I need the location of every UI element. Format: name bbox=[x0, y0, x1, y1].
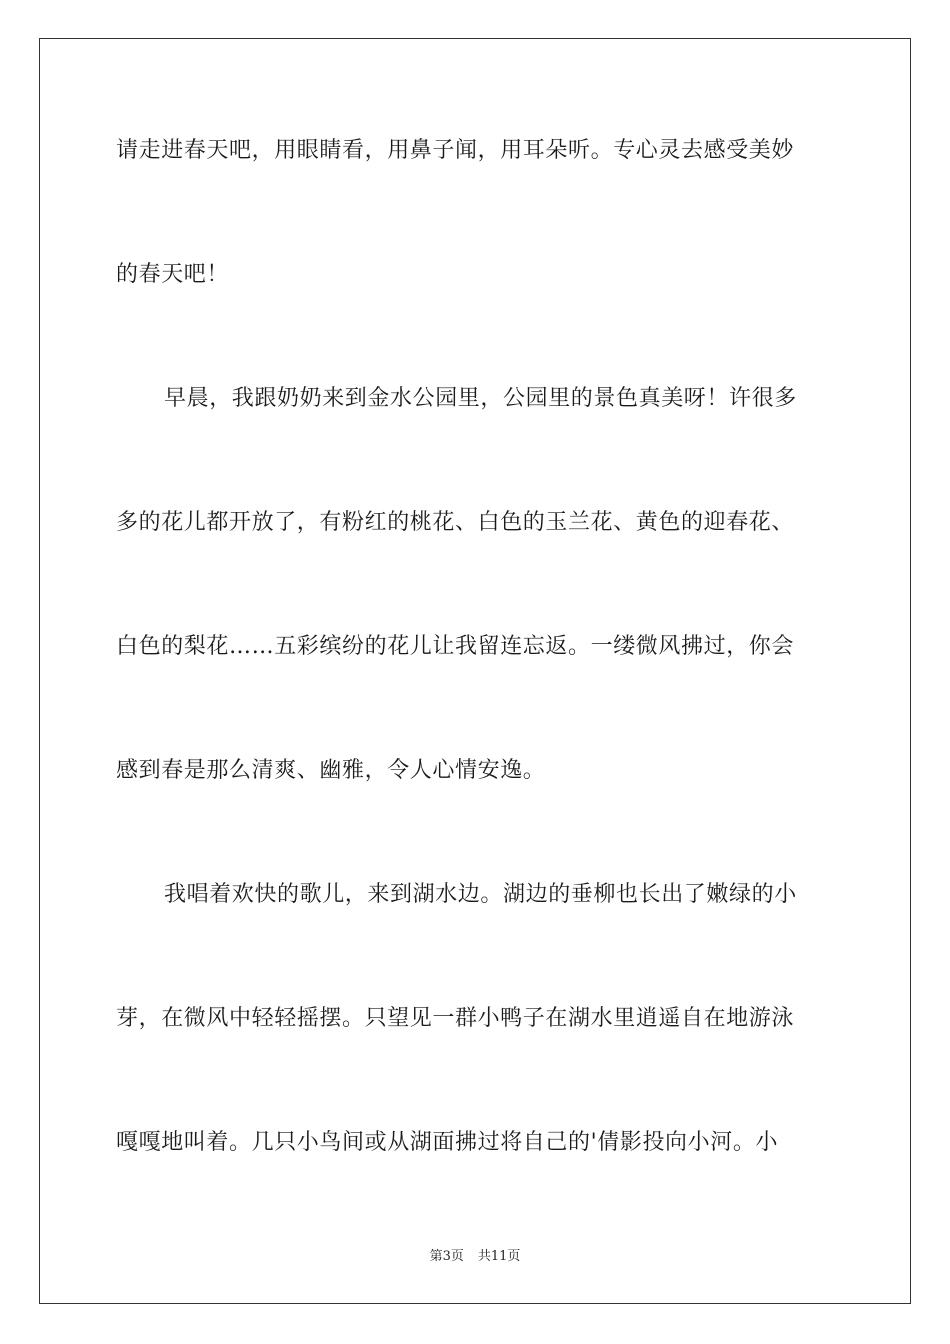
text-line-2: 的春天吧！ bbox=[116, 262, 230, 287]
text-line-3-paragraph-start: 早晨，我跟奶奶来到金水公园里，公园里的景色真美呀！许很多 bbox=[164, 386, 797, 411]
page-border bbox=[39, 38, 911, 1304]
text-line-4: 多的花儿都开放了，有粉红的桃花、白色的玉兰花、黄色的迎春花、 bbox=[116, 510, 795, 535]
text-line-5: 白色的梨花……五彩缤纷的花儿让我留连忘返。一缕微风拂过，你会 bbox=[116, 634, 795, 659]
text-line-6: 感到春是那么清爽、幽雅，令人心情安逸。 bbox=[116, 758, 546, 783]
text-line-1: 请走进春天吧，用眼睛看，用鼻子闻，用耳朵听。专心灵去感受美妙 bbox=[116, 138, 795, 163]
total-pages: 共11页 bbox=[477, 1249, 521, 1264]
page-footer bbox=[0, 1248, 950, 1266]
text-line-9: 嘎嘎地叫着。几只小鸟间或从湖面拂过将自己的'倩影投向小河。小 bbox=[116, 1130, 779, 1155]
page-number: 第3页 bbox=[429, 1249, 464, 1264]
text-line-7-paragraph-start: 我唱着欢快的歌儿，来到湖水边。湖边的垂柳也长出了嫩绿的小 bbox=[164, 882, 797, 907]
text-line-8: 芽，在微风中轻轻摇摆。只望见一群小鸭子在湖水里逍遥自在地游泳 bbox=[116, 1006, 795, 1031]
